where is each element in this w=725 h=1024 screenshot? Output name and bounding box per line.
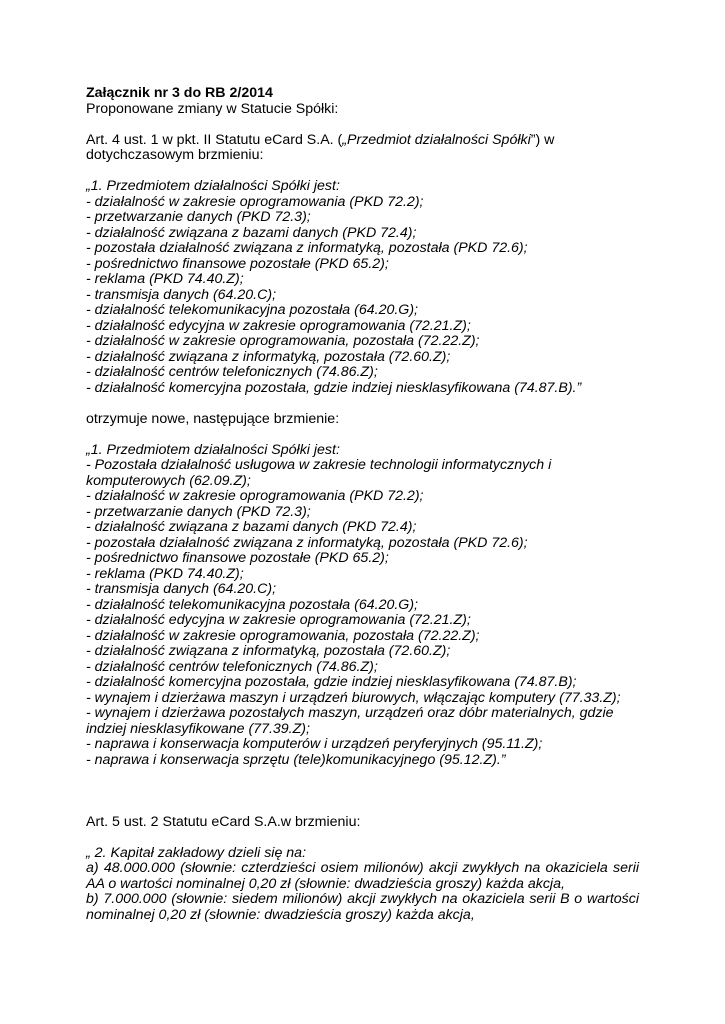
list-item: - działalność w zakresie oprogramowania (PKD 72.2); [86,193,424,210]
list-item: - działalność centrów telefonicznych (74.86.Z); [86,658,378,675]
list-item: - działalność edycyjna w zakresie oprogramowania (72.21.Z); [86,317,471,334]
list-item: - przetwarzanie danych (PKD 72.3); [86,209,311,225]
list-item: - działalność w zakresie oprogramowania, pozostała (72.22.Z); [86,333,480,349]
list-item: - działalność związana z bazami danych (PKD 72.4); [86,519,417,535]
document-body [86,86,639,923]
art4-intro-prefix: Art. 4 ust. 1 w pkt. II Statutu eCard S.A. ( [86,131,343,148]
list-item: - pozostała działalność związana z informatyką, pozostała (PKD 72.6); [86,240,528,256]
list-item: - działalność związana z informatyką, pozostała (72.60.Z); [86,643,451,659]
art4-old-text [86,179,639,396]
list-item: - działalność związana z bazami danych (PKD 72.4); [86,224,417,241]
list-item: - przetwarzanie danych (PKD 72.3); [86,503,311,520]
list-item: - działalność związana z informatyką, pozostała (72.60.Z); [86,348,451,365]
list-item: „ 2. Kapitał zakładowy dzieli się na: [86,844,307,861]
list-item: - naprawa i konserwacja komputerów i urządzeń peryferyjnych (95.11.Z); [86,736,543,752]
list-item: - reklama (PKD 74.40.Z); [86,565,244,582]
list-item: - działalność komercyjna pozostała, gdzie indziej niesklasyfikowana (74.87.B).” [86,379,582,396]
list-item: - wynajem i dzierżawa pozostałych maszyn, urządzeń oraz dóbr materialnych, gdzie indziej niesklasyfikowane (77.39.Z); [86,705,614,737]
list-item: - działalność komercyjna pozostała, gdzie indziej niesklasyfikowana (74.87.B); [86,674,577,690]
list-item: - transmisja danych (64.20.C); [86,581,277,597]
list-item: b) 7.000.000 (słownie: siedem milionów) akcji zwykłych na okaziciela serii B o wartości nominalnej 0,20 zł (słownie: dwadzieścia groszy) każda akcja, [86,891,639,923]
list-item: - działalność telekomunikacyjna pozostała (64.20.G); [86,302,418,318]
list-item: - wynajem i dzierżawa maszyn i urządzeń biurowych, włączając komputery (77.33.Z); [86,689,621,706]
art4-new-text [86,443,639,769]
list-item: „1. Przedmiotem działalności Spółki jest: [86,178,340,194]
list-item: - pośrednictwo finansowe pozostałe (PKD 65.2); [86,550,389,566]
document-title: Załącznik nr 3 do RB 2/2014 [86,85,273,101]
list-item: - pozostała działalność związana z informatyką, pozostała (PKD 72.6); [86,534,528,551]
list-item: - działalność centrów telefonicznych (74.86.Z); [86,364,378,380]
list-item: - działalność w zakresie oprogramowania (PKD 72.2); [86,488,424,504]
document-subtitle: Proponowane zmiany w Statucie Spółki: [86,100,339,117]
list-item: - działalność edycyjna w zakresie oprogramowania (72.21.Z); [86,612,471,628]
list-item: - transmisja danych (64.20.C); [86,286,277,303]
list-item: „1. Przedmiotem działalności Spółki jest: [86,441,340,458]
art5-intro: Art. 5 ust. 2 Statutu eCard S.A.w brzmieniu: [86,813,361,830]
art4-intro-suffix: ”) w dotychczasowym brzmieniu: [86,131,555,163]
art5-text [86,846,639,924]
art4-intro-italic: „Przedmiot działalności Spółki [342,131,531,148]
art4-intro [86,133,639,164]
art4-new-intro: otrzymuje nowe, następujące brzmienie: [86,410,340,427]
list-item: - działalność w zakresie oprogramowania, pozostała (72.22.Z); [86,627,480,644]
list-item: - naprawa i konserwacja sprzętu (tele)komunikacyjnego (95.12.Z).” [86,751,506,768]
list-item: - reklama (PKD 74.40.Z); [86,271,244,287]
list-item: - Pozostała działalność usługowa w zakresie technologii informatycznych i komputerowych (62.09.Z); [86,457,552,489]
list-item: - działalność telekomunikacyjna pozostała (64.20.G); [86,596,418,613]
list-item: a) 48.000.000 (słownie: czterdzieści osiem milionów) akcji zwykłych na okaziciela serii AA o wartości nominalnej 0,20 zł (słownie: dwadzieścia groszy) każda akcja, [86,860,639,892]
list-item: - pośrednictwo finansowe pozostałe (PKD 65.2); [86,255,389,272]
